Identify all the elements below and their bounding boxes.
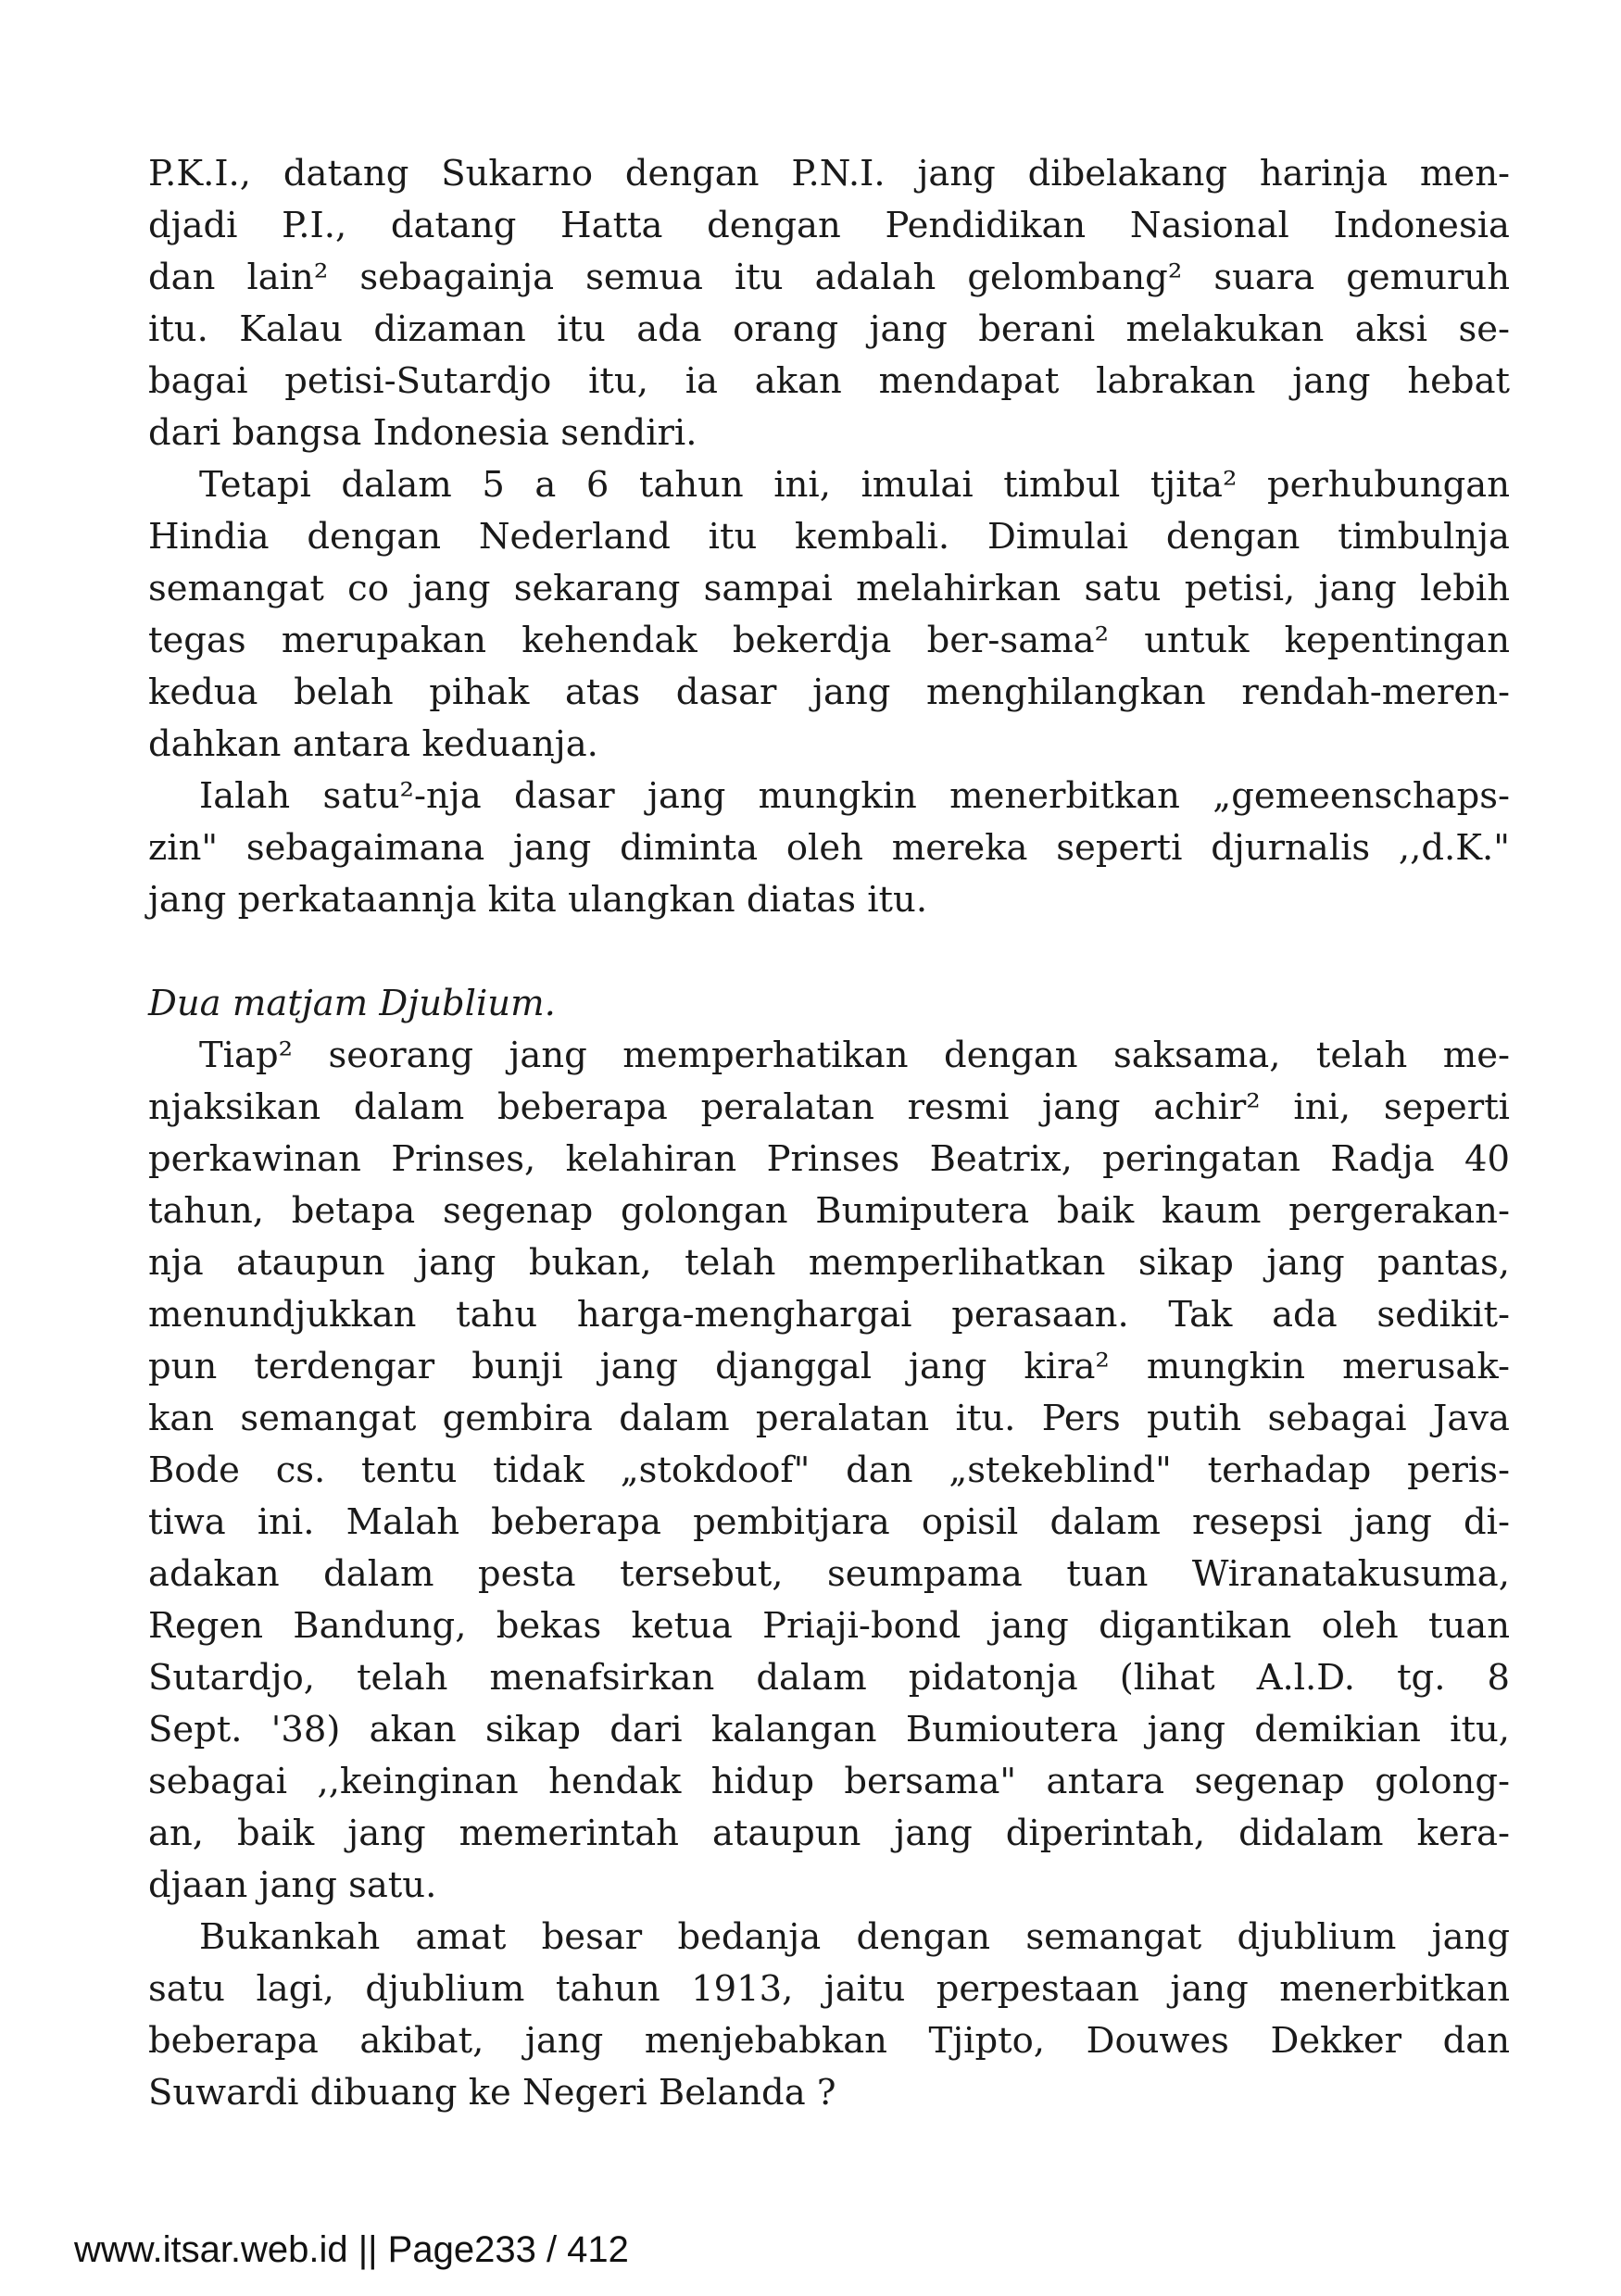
- text-line: dari bangsa Indonesia sendiri.: [148, 412, 697, 454]
- text-line: Sutardjo, telah menafsirkan dalam pidatonja (lihat A.l.D. tg. 8: [148, 1657, 1510, 1699]
- text-line: an, baik jang memerintah ataupun jang diperintah, didalam kera-: [148, 1813, 1510, 1854]
- text-line: satu lagi, djublium tahun 1913, jaitu perpestaan jang menerbitkan: [148, 1968, 1510, 2010]
- page-body-text: [148, 148, 1510, 2119]
- text-line: menundjukkan tahu harga-menghargai perasaan. Tak ada sedikit-: [148, 1294, 1510, 1336]
- text-line: Suwardi dibuang ke Negeri Belanda ?: [148, 2072, 836, 2114]
- text-line: kan semangat gembira dalam peralatan itu. Pers putih sebagai Java: [148, 1398, 1510, 1439]
- text-line: itu. Kalau dizaman itu ada orang jang berani melakukan aksi se-: [148, 308, 1510, 350]
- section-heading: Dua matjam Djublium.: [148, 983, 556, 1024]
- text-line: jang perkataannja kita ulangkan diatas itu.: [148, 879, 928, 921]
- text-line: beberapa akibat, jang menjebabkan Tjipto, Douwes Dekker dan: [148, 2020, 1510, 2062]
- text-line: djaan jang satu.: [148, 1864, 437, 1906]
- text-line: djadi P.I., datang Hatta dengan Pendidikan Nasional Indonesia: [148, 205, 1510, 246]
- text-line: sebagai ,,keinginan hendak hidup bersama" antara segenap golong-: [148, 1761, 1510, 1802]
- text-line: njaksikan dalam beberapa peralatan resmi jang achir² ini, seperti: [148, 1086, 1510, 1128]
- text-line: nja ataupun jang bukan, telah memperlihatkan sikap jang pantas,: [148, 1242, 1510, 1284]
- text-line: Tetapi dalam 5 a 6 tahun ini, imulai timbul tjita² perhubungan: [199, 464, 1510, 506]
- page-footer: www.itsar.web.id || Page233 / 412: [74, 2229, 629, 2270]
- text-line: tegas merupakan kehendak bekerdja ber-sama² untuk kepentingan: [148, 620, 1510, 661]
- paragraph-2: [148, 459, 1510, 771]
- text-line: kedua belah pihak atas dasar jang menghilangkan rendah-meren-: [148, 671, 1510, 713]
- paragraph-5: [148, 1912, 1510, 2119]
- text-line: tiwa ini. Malah beberapa pembitjara opisil dalam resepsi jang di-: [148, 1501, 1510, 1543]
- text-line: perkawinan Prinses, kelahiran Prinses Beatrix, peringatan Radja 40: [148, 1138, 1510, 1180]
- text-line: P.K.I., datang Sukarno dengan P.N.I. jang dibelakang harinja men-: [148, 153, 1510, 194]
- text-line: zin" sebagaimana jang diminta oleh mereka seperti djurnalis ,,d.K.": [148, 827, 1510, 869]
- text-line: Regen Bandung, bekas ketua Priaji-bond jang digantikan oleh tuan: [148, 1605, 1510, 1647]
- paragraph-3: [148, 771, 1510, 926]
- text-line: bagai petisi-Sutardjo itu, ia akan mendapat labrakan jang hebat: [148, 360, 1510, 402]
- text-line: dahkan antara keduanja.: [148, 723, 598, 765]
- text-line: Bode cs. tentu tidak „stokdoof" dan „stekeblind" terhadap peris-: [148, 1449, 1510, 1491]
- text-line: tahun, betapa segenap golongan Bumiputera baik kaum pergerakan-: [148, 1190, 1510, 1232]
- text-line: Sept. '38) akan sikap dari kalangan Bumioutera jang demikian itu,: [148, 1709, 1510, 1750]
- text-line: dan lain² sebagainja semua itu adalah gelombang² suara gemuruh: [148, 257, 1510, 298]
- text-line: adakan dalam pesta tersebut, seumpama tuan Wiranatakusuma,: [148, 1553, 1510, 1595]
- text-line: Ialah satu²-nja dasar jang mungkin menerbitkan „gemeenschaps-: [199, 775, 1510, 817]
- text-line: Hindia dengan Nederland itu kembali. Dimulai dengan timbulnja: [148, 516, 1510, 558]
- text-line: Bukankah amat besar bedanja dengan semangat djublium jang: [199, 1916, 1510, 1958]
- text-line: Tiap² seorang jang memperhatikan dengan saksama, telah me-: [199, 1035, 1510, 1076]
- paragraph-4: [148, 1030, 1510, 1912]
- paragraph-1: [148, 148, 1510, 459]
- text-line: semangat co jang sekarang sampai melahirkan satu petisi, jang lebih: [148, 568, 1510, 609]
- text-line: pun terdengar bunji jang djanggal jang kira² mungkin merusak-: [148, 1346, 1510, 1387]
